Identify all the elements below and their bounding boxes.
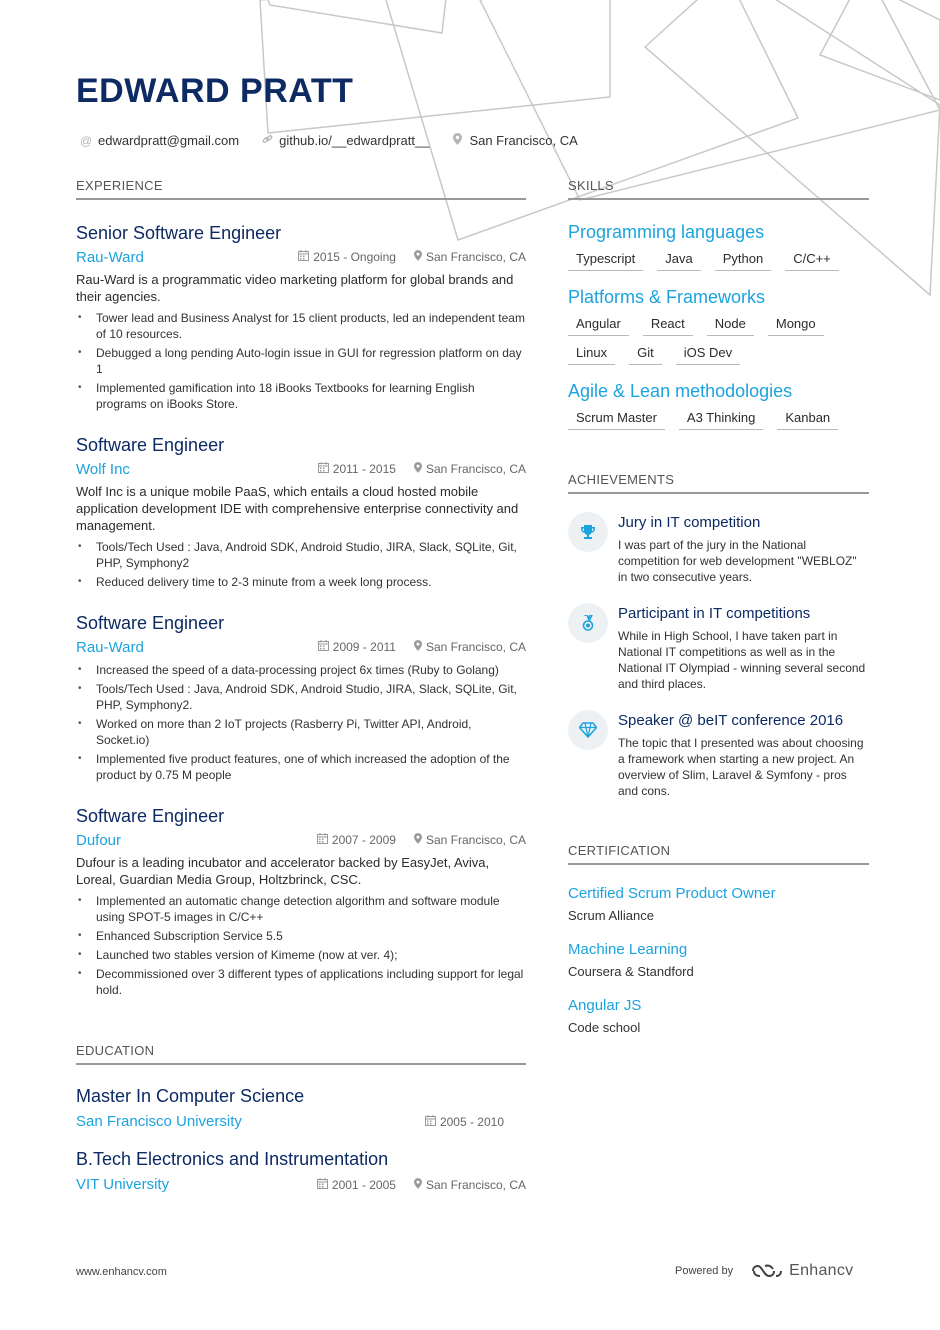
company-description: Dufour is a leading incubator and accelerator backed by EasyJet, Aviva, Loreal, Guardian Media Group, Holtzbrinck, CSC. [76,855,490,887]
certification-issuer: Code school [568,1020,641,1035]
education-section [76,1043,526,1193]
skill-group-title: Agile & Lean methodologies [568,381,793,401]
skill-tag: Node [707,316,754,336]
section-title-skills: SKILLS [568,178,869,200]
achievement-description: The topic that I presented was about choosing a framework when starting a new project. An overview of Slim, Laravel & Symfony - pros and cons. [618,736,864,798]
section-title-experience: EXPERIENCE [76,178,526,200]
company-description: Rau-Ward is a programmatic video marketing platform for global brands and their agencies. [76,272,514,304]
school-name: VIT University [76,1176,170,1193]
job-dates [318,462,396,476]
contact-location [451,133,577,148]
achievement-bullets [76,893,526,998]
location-text: San Francisco, CA [469,133,578,148]
bullet-item: • Tools/Tech Used : Java, Android SDK, Android Studio, JIRA, Slack, SQLite, Git, PHP, Symphony2 [76,539,526,571]
company-description: Wolf Inc is a unique mobile PaaS, which entails a cloud hosted mobile application development IDE with comprehensive enterprise connectivity and management. [76,484,519,533]
calendar-icon [317,1178,328,1192]
skill-tag: Mongo [768,316,824,336]
skill-tags [568,316,869,365]
certification-title: Certified Scrum Product Owner [568,885,776,902]
experience-entry [76,434,526,590]
skill-tag: React [643,316,693,336]
experience-entry [76,805,526,998]
skill-tag: A3 Thinking [679,410,763,430]
location-icon [414,1178,422,1192]
achievement-description: While in High School, I have taken part in National IT competitions as well as in the National IT Olympiad - winning several second and third places. [618,629,866,691]
brand-name: Enhancv [789,1262,854,1279]
edu-dates [317,1178,396,1192]
edu-location [414,1178,526,1192]
edu-location-text: San Francisco, CA [425,1177,526,1192]
edu-dates-text: 2005 - 2010 [439,1114,504,1129]
medal-icon [568,603,608,643]
footer-branding [675,1262,853,1280]
skill-group [568,381,869,430]
experience-entry [76,222,526,412]
skill-tag: Linux [568,345,615,365]
job-location-text: San Francisco, CA [425,640,526,654]
bullet-item: • Implemented gamification into 18 iBooks Textbooks for learning English programs on iBooks Store. [76,380,526,412]
degree-title: B.Tech Electronics and Instrumentation [76,1149,389,1169]
certification-entry [568,885,869,923]
skills-list [568,222,869,430]
achievement-entry [568,712,869,799]
achievement-title: Participant in IT competitions [618,605,811,622]
job-dates-text: 2011 - 2015 [332,462,396,476]
degree-title: Master In Computer Science [76,1086,305,1106]
diamond-icon [568,710,608,750]
location-icon [414,462,422,476]
skill-tag: iOS Dev [676,345,740,365]
bullet-item: • Reduced delivery time to 2-3 minute from a week long process. [76,574,526,590]
certification-section [568,843,869,1035]
skill-tag: Git [629,345,662,365]
job-dates-text: 2009 - 2011 [332,640,396,654]
enhancv-logo[interactable] [751,1262,853,1280]
job-dates [317,833,396,847]
job-title: Software Engineer [76,613,225,633]
job-dates [318,640,396,654]
achievements-section [568,472,869,799]
skill-tags [568,410,869,430]
skill-tag: Scrum Master [568,410,665,430]
skill-tags [568,251,869,271]
github-text: github.io/__edwardpratt__ [279,133,430,148]
location-icon [414,833,422,847]
job-title: Software Engineer [76,435,225,455]
achievements-list [568,514,869,799]
location-icon [414,640,422,654]
skill-tag: Python [715,251,771,271]
certification-list [568,885,869,1035]
achievement-title: Speaker @ beIT conference 2016 [618,712,844,729]
enhancv-logo-icon [751,1263,783,1279]
contact-email[interactable] [80,133,239,148]
job-location [414,640,526,654]
skill-tag: C/C++ [785,251,839,271]
school-name: San Francisco University [76,1113,242,1130]
job-location-text: San Francisco, CA [425,462,526,476]
certification-title: Machine Learning [568,941,688,958]
bullet-item: • Launched two stables version of Kimeme (now at ver. 4); [76,947,526,963]
trophy-icon [568,512,608,552]
achievement-entry [568,605,869,692]
bullet-item: • Implemented five product features, one of which increased the adoption of the product by 0.75 M people [76,751,526,783]
contact-bar [80,133,578,148]
job-title: Software Engineer [76,806,225,826]
section-title-education: EDUCATION [76,1043,526,1065]
education-entry [76,1085,526,1130]
bullet-item: • Increased the speed of a data-processing project 6x times (Ruby to Golang) [76,662,526,678]
skill-group [568,287,869,365]
bullet-item: • Debugged a long pending Auto-login issue in GUI for regression platform on day 1 [76,345,526,377]
company-name: Wolf Inc [76,460,130,478]
location-icon [451,133,463,148]
bullet-item: • Decommissioned over 3 different types of applications including support for legal hold. [76,966,526,998]
experience-entry [76,612,526,783]
at-icon: @ [80,133,93,148]
achievement-bullets [76,662,526,783]
email-text: edwardpratt@gmail.com [98,133,240,148]
education-entry [76,1148,526,1193]
powered-by-label: Powered by [675,1265,734,1277]
calendar-icon [298,250,309,264]
education-list [76,1085,526,1193]
experience-section [76,178,526,1001]
certification-entry [568,997,869,1035]
calendar-icon [425,1115,436,1129]
job-dates-text: 2007 - 2009 [331,833,396,847]
achievement-bullets [76,539,526,590]
achievement-description: I was part of the jury in the National competition for web development "WEBLOZ" in two consecutive years. [618,538,857,584]
company-name: Rau-Ward [76,638,144,656]
company-name: Rau-Ward [76,248,144,266]
company-name: Dufour [76,831,122,849]
contact-github[interactable] [261,133,429,148]
bullet-item: • Tower lead and Business Analyst for 15 client products, led an independent team of 10 resources. [76,310,526,342]
calendar-icon [318,462,329,476]
sidebar-column [568,178,869,1035]
achievement-title: Jury in IT competition [618,514,761,531]
job-location [414,833,526,847]
achievement-bullets [76,310,526,412]
skill-group-title: Platforms & Frameworks [568,287,766,307]
section-title-certification: CERTIFICATION [568,843,869,865]
certification-entry [568,941,869,979]
job-location-text: San Francisco, CA [425,833,526,847]
job-location [414,250,526,264]
link-icon [261,134,273,148]
job-dates [298,250,396,264]
location-icon [414,250,422,264]
skill-group-title: Programming languages [568,222,765,242]
bullet-item: • Implemented an automatic change detection algorithm and software module using SPOT-5 images in C/C++ [76,893,526,925]
bullet-item: • Enhanced Subscription Service 5.5 [76,928,526,944]
skill-group [568,222,869,271]
job-location-text: San Francisco, CA [425,250,526,264]
bullet-item: • Worked on more than 2 IoT projects (Rasberry Pi, Twitter API, Android, Socket.io) [76,716,526,748]
job-title: Senior Software Engineer [76,223,282,243]
footer-website[interactable]: www.enhancv.com [76,1266,167,1278]
certification-title: Angular JS [568,997,642,1014]
certification-issuer: Coursera & Standford [568,964,694,979]
candidate-name: EDWARD PRATT [76,72,354,110]
edu-dates-text: 2001 - 2005 [331,1177,396,1192]
skill-tag: Java [657,251,700,271]
job-location [414,462,526,476]
bullet-item: • Tools/Tech Used : Java, Android SDK, Android Studio, JIRA, Slack, SQLite, Git, PHP, Symphony2. [76,681,526,713]
skill-tag: Kanban [777,410,838,430]
skill-tag: Angular [568,316,629,336]
section-title-achievements: ACHIEVEMENTS [568,472,869,494]
edu-dates [425,1115,504,1129]
skill-tag: Typescript [568,251,643,271]
certification-issuer: Scrum Alliance [568,908,654,923]
experience-list [76,222,526,998]
job-dates-text: 2015 - Ongoing [313,250,396,264]
achievement-entry [568,514,869,585]
calendar-icon [317,833,328,847]
calendar-icon [318,640,329,654]
